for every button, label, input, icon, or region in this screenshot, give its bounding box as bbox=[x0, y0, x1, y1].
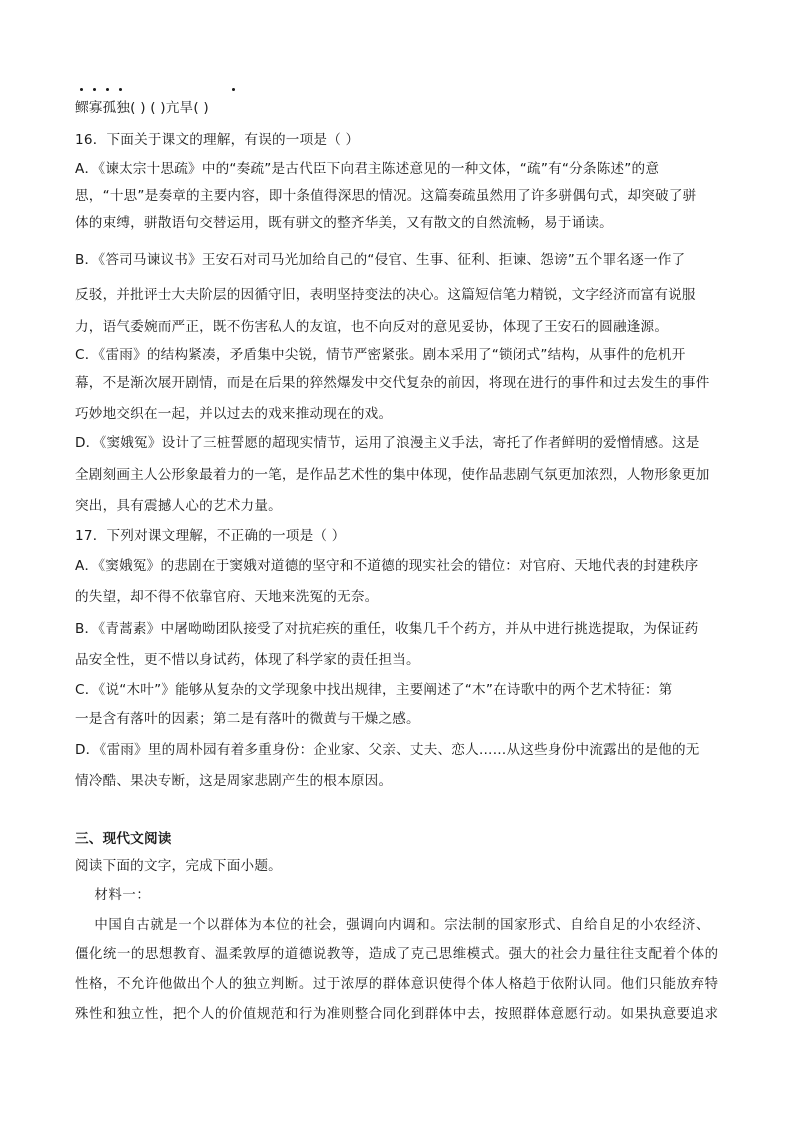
emphasis-dots bbox=[75, 88, 195, 94]
q16-option-a: A．《谏太宗十思疏》中的“奏疏”是古代臣下向君主陈述意见的一种文体，“疏”有“分条陈述”的意 bbox=[75, 161, 660, 177]
q17-option-d: 情冷酷、果决专断，这是周家悲剧产生的根本原因。 bbox=[75, 773, 393, 789]
q16-option-d: 全剧刻画主人公形象最着力的一笔，是作品艺术性的集中体现，使作品悲剧气氛更加浓烈，人物形象更加 bbox=[75, 467, 710, 483]
q16-option-c: 巧妙地交织在一起，并以过去的戏来推动现在的戏。 bbox=[75, 406, 393, 422]
material-label: 材料一： bbox=[75, 888, 151, 903]
emphasis-dot bbox=[93, 88, 96, 91]
section-heading: 三、现代文阅读 bbox=[75, 831, 172, 847]
q16-option-b: 力，语气委婉而严正，既不伤害私人的友谊，也不向反对的意见妥协，体现了王安石的圆融逢源。 bbox=[75, 319, 669, 335]
emphasis-dot bbox=[106, 88, 109, 91]
material-paragraph: 中国自古就是一个以群体为本位的社会，强调向内调和。宗法制的国家形式、自给自足的小农经济、 bbox=[75, 918, 711, 933]
q17-option-b: B．《青蒿素》中屠呦呦团队接受了对抗疟疾的重任，收集几千个药方，并从中进行挑选提取，为保证药 bbox=[75, 621, 699, 637]
material-paragraph: 僵化统一的思想教育、温柔敦厚的道德说教等，造成了克己思维模式。强大的社会力量往往支配着个体的 bbox=[75, 947, 719, 962]
emphasis-dot bbox=[119, 88, 122, 91]
q17-option-a: 的失望，却不得不依靠官府、天地来洗冤的无奈。 bbox=[75, 589, 379, 605]
emphasis-dots bbox=[230, 88, 250, 94]
q16-option-d: D．《窦娥冤》设计了三桩誓愿的超现实情节，运用了浪漫主义手法，寄托了作者鲜明的爱憎情感。这是 bbox=[75, 435, 700, 451]
question-17-stem: 17．下列对课文理解，不正确的一项是（ ） bbox=[75, 528, 346, 544]
q17-option-b: 品安全性，更不惜以身试药，体现了科学家的责任担当。 bbox=[75, 652, 420, 668]
reading-instruction: 阅读下面的文字，完成下面小题。 bbox=[75, 858, 282, 874]
q16-option-b: 反驳，并批评士大夫阶层的因循守旧，表明坚持变法的决心。这篇短信笔力精锐，文字经济而富有说服 bbox=[75, 287, 696, 303]
q17-option-c: C．《说“木叶”》能够从复杂的文学现象中找出规律，主要阐述了“木”在诗歌中的两个艺术特征：第 bbox=[75, 682, 673, 698]
emphasis-dot bbox=[80, 88, 83, 91]
q17-option-c: 一是含有落叶的因素；第二是有落叶的微黄与干燥之感。 bbox=[75, 711, 420, 727]
q16-option-c: 幕，不是渐次展开剧情，而是在后果的猝然爆发中交代复杂的前因，将现在进行的事件和过去发生的事件 bbox=[75, 375, 710, 391]
vocab-line: 鳏寡孤独( ) ( )亢旱( ) bbox=[75, 100, 209, 116]
q17-option-d: D．《雷雨》里的周朴园有着多重身份：企业家、父亲、丈夫、恋人……从这些身份中流露出的是他的无 bbox=[75, 742, 700, 758]
question-16-stem: 16．下面关于课文的理解，有误的一项是（ ） bbox=[75, 132, 360, 148]
q16-option-a: 体的束缚，骈散语句交替运用，既有骈文的整齐华美，又有散文的自然流畅，易于诵读。 bbox=[75, 215, 613, 231]
material-paragraph: 性格，不允许他做出个人的独立判断。过于浓厚的群体意识使得个体人格趋于依附认同。他们只能放弃特 bbox=[75, 977, 719, 992]
q16-option-d: 突出，具有震撼人心的艺术力量。 bbox=[75, 498, 282, 514]
q17-option-a: A．《窦娥冤》的悲剧在于窦娥对道德的坚守和不道德的现实社会的错位：对官府、天地代表的封建秩序 bbox=[75, 558, 699, 574]
q16-option-c: C．《雷雨》的结构紧凑，矛盾集中尖锐，情节严密紧张。剧本采用了“锁闭式”结构，从事件的危机开 bbox=[75, 347, 686, 363]
q16-option-a: 思，“十思”是奏章的主要内容，即十条值得深思的情况。这篇奏疏虽然用了许多骈偶句式，却突破了骈 bbox=[75, 188, 697, 204]
q16-option-b: B．《答司马谏议书》王安石对司马光加给自己的“侵官、生事、征利、拒谏、怨谤”五个罪名逐一作了 bbox=[75, 252, 686, 268]
emphasis-dot bbox=[232, 88, 235, 91]
material-paragraph: 殊性和独立性，把个人的价值规范和行为准则整合同化到群体中去，按照群体意愿行动。如果执意要追求 bbox=[75, 1007, 719, 1022]
